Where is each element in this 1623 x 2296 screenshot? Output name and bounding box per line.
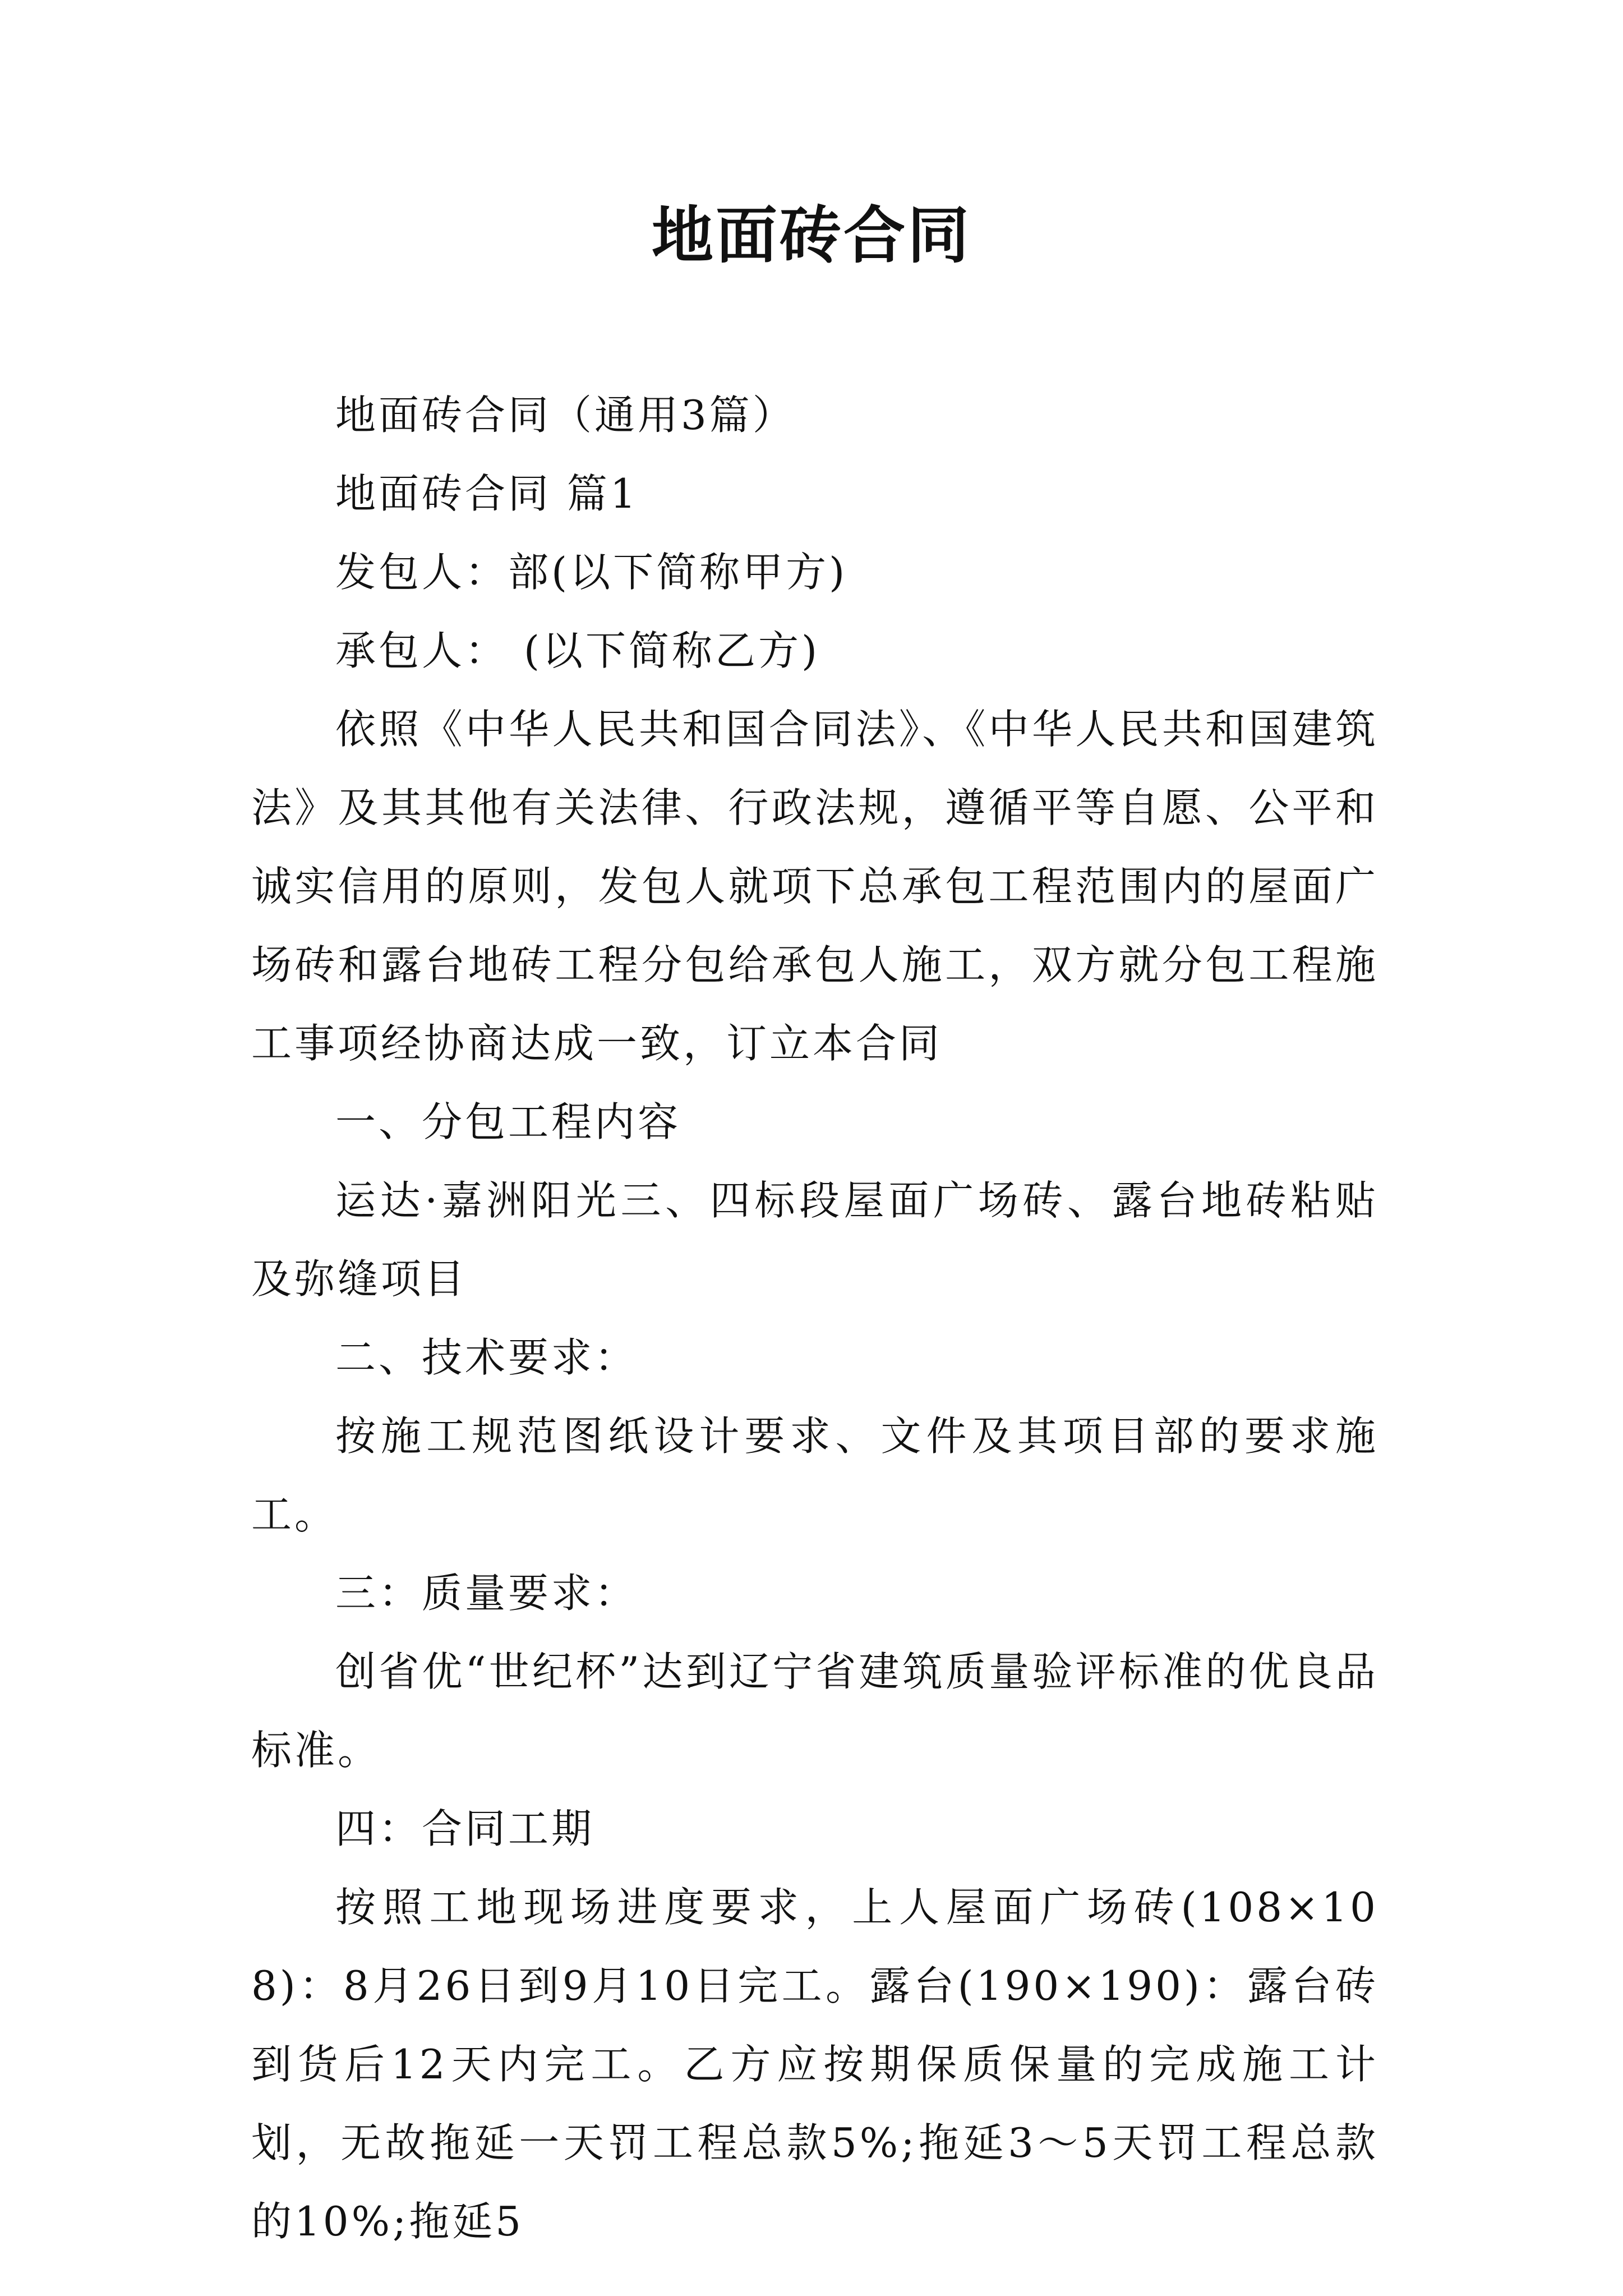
paragraph-clause-2-body: 按施工规范图纸设计要求、文件及其项目部的要求施工。 <box>251 1412 1378 1538</box>
paragraph-clause-1-heading: 一、分包工程内容 <box>335 1098 681 1145</box>
paragraph-contractor: 承包人： (以下简称乙方) <box>335 627 820 674</box>
paragraph-section-title: 地面砖合同 篇1 <box>335 470 639 517</box>
paragraph-clause-4-body: 按照工地现场进度要求，上人屋面广场砖(108×108)：8月26日到9月10日完工。露台(190×190)：露台砖到货后12天内完工。乙方应按期保质保量的完成施工计划，无故拖延一天罚工程总款5%;拖延3～5天罚工程总款的10%;拖延5 <box>251 1884 1378 2245</box>
paragraph-employer: 发包人：部(以下简称甲方) <box>335 549 848 596</box>
document-body <box>251 376 1378 2261</box>
paragraph-heading: 地面砖合同（通用3篇） <box>335 392 796 439</box>
paragraph-clause-1-body: 运达·嘉洲阳光三、四标段屋面广场砖、露台地砖粘贴及弥缝项目 <box>251 1177 1378 1303</box>
paragraph-clause-3-body: 创省优“世纪杯”达到辽宁省建筑质量验评标准的优良品标准。 <box>251 1648 1378 1774</box>
paragraph-clause-3-heading: 三：质量要求： <box>335 1570 638 1617</box>
paragraph-preamble: 依照《中华人民共和国合同法》、《中华人民共和国建筑法》及其其他有关法律、行政法规，遵循平等自愿、公平和诚实信用的原则，发包人就项下总承包工程范围内的屋面广场砖和露台地砖工程分包给承包人施工，双方就分包工程施工事项经协商达成一致，订立本合同 <box>251 706 1378 1067</box>
paragraph-clause-2-heading: 二、技术要求： <box>335 1334 638 1381</box>
document-title: 地面砖合同 <box>652 199 971 272</box>
paragraph-clause-4-heading: 四：合同工期 <box>335 1805 595 1852</box>
